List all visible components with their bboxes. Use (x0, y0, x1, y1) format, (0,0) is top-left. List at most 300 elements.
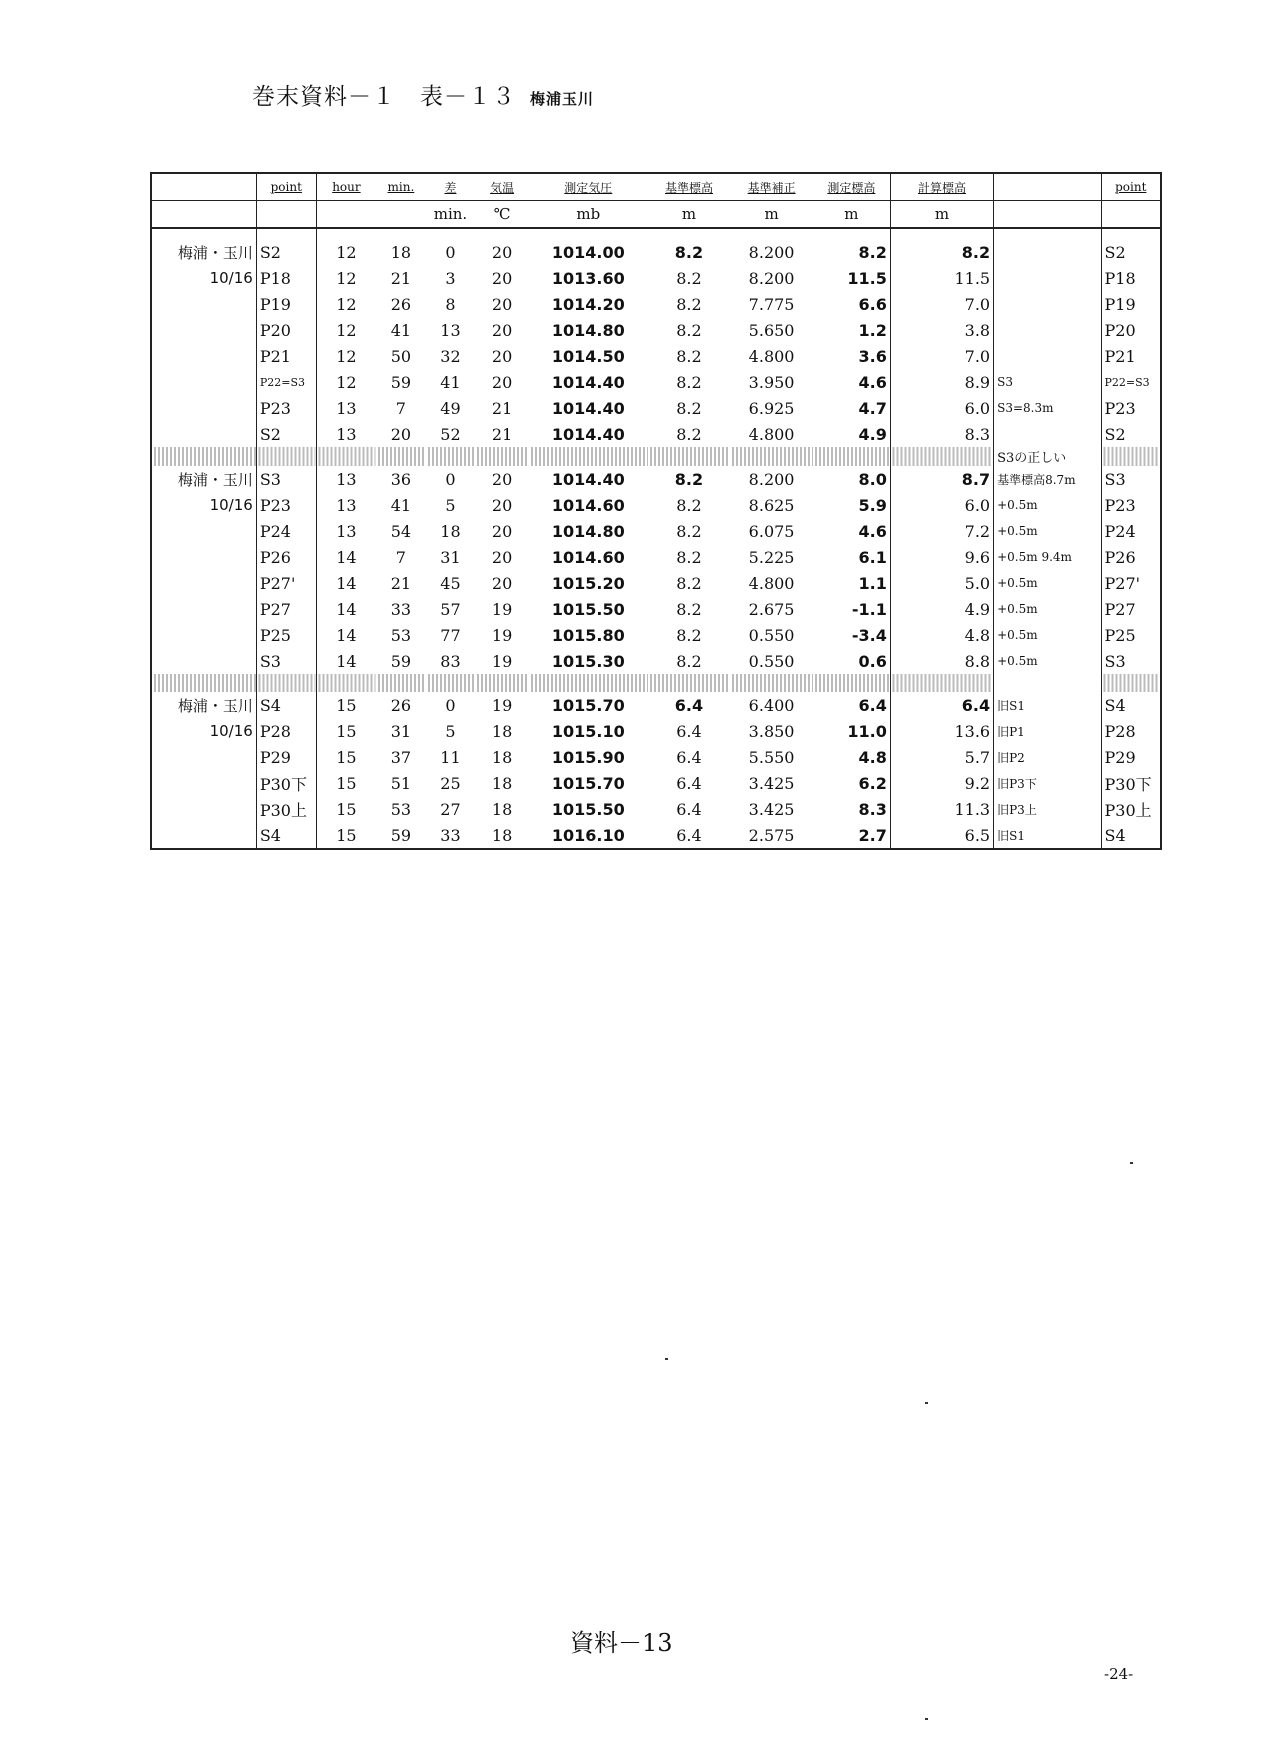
location-cell (151, 596, 256, 622)
minute-cell: 36 (390, 469, 412, 489)
point-right-cell: P22=S3 (1101, 369, 1161, 395)
temp-cell: 18 (475, 822, 529, 849)
location-cell (151, 317, 256, 343)
hour-cell: 14 (316, 596, 376, 622)
point-cell: P20 (256, 317, 316, 343)
pressure-cell: 1015.50 (551, 799, 625, 819)
table-row (151, 317, 1161, 343)
meas-elev-cell: -3.4 (813, 622, 890, 648)
divider-cell (1101, 447, 1161, 466)
point-right-cell: S2 (1101, 421, 1161, 447)
meas-elev-cell: 3.6 (813, 343, 890, 369)
minute-cell: 18 (390, 242, 412, 262)
point-cell: P27 (256, 596, 316, 622)
table-row (151, 796, 1161, 822)
ref-elev-cell: 8.2 (676, 599, 702, 619)
minute-cell: 53 (390, 799, 412, 819)
spacer-cell (316, 228, 376, 239)
diff-cell: 3 (445, 268, 456, 288)
temp-cell: 20 (491, 346, 513, 366)
point-cell: P23 (256, 395, 316, 421)
hour-cell: 12 (316, 265, 376, 291)
diff-cell: 77 (440, 625, 461, 645)
point-cell: P27' (256, 570, 316, 596)
table-row (151, 596, 1161, 622)
ref-corr-cell: 8.200 (748, 268, 795, 288)
hour-cell: 14 (316, 544, 376, 570)
table-row (151, 770, 1161, 796)
hour-cell: 13 (316, 421, 376, 447)
ref-elev-cell: 6.4 (676, 721, 702, 741)
location-cell (151, 343, 256, 369)
pressure-cell: 1014.20 (551, 294, 625, 314)
minute-cell: 37 (390, 747, 412, 767)
ref-corr-cell: 3.425 (748, 799, 795, 819)
temp-cell: 20 (491, 547, 513, 567)
header-cell (1101, 201, 1161, 229)
hour-cell: 12 (316, 317, 376, 343)
header-cell (376, 173, 426, 201)
header-label: m (934, 205, 950, 223)
calc-elev-cell: 4.8 (890, 622, 993, 648)
ref-corr-cell: 5.650 (748, 320, 795, 340)
divider-cell (648, 674, 731, 692)
pressure-cell: 1014.00 (551, 242, 625, 262)
spacer-cell (529, 228, 648, 239)
location-name: 梅浦・玉川 (177, 470, 253, 489)
note-cell: 旧P1 (994, 718, 1101, 744)
header-cell (426, 173, 476, 201)
note-cell (994, 343, 1101, 369)
hour-cell: 15 (316, 796, 376, 822)
calc-elev-cell: 6.0 (890, 395, 993, 421)
header-label: 差 (444, 180, 457, 195)
location-cell (151, 265, 256, 291)
ref-corr-cell: 3.850 (748, 721, 795, 741)
survey-date: 10/16 (209, 722, 253, 740)
location-cell (151, 466, 256, 492)
page-number: -24- (1104, 1665, 1134, 1683)
calc-elev-cell: 5.0 (890, 570, 993, 596)
ref-corr-cell: 4.800 (748, 573, 795, 593)
header-label: m (844, 205, 859, 223)
point-right-cell: P25 (1101, 622, 1161, 648)
point-cell: S2 (256, 421, 316, 447)
pressure-cell: 1015.50 (551, 599, 625, 619)
ref-corr-cell: 3.425 (748, 773, 795, 793)
diff-cell: 0 (445, 695, 456, 715)
location-cell (151, 421, 256, 447)
temp-cell: 18 (491, 799, 513, 819)
temp-cell: 21 (491, 398, 513, 418)
calc-elev-cell: 8.2 (890, 239, 993, 265)
ref-corr-cell: 6.925 (748, 398, 795, 418)
table-row (151, 518, 1161, 544)
point-right-cell: S2 (1101, 239, 1161, 265)
table-row (151, 421, 1161, 447)
hour-cell: 15 (316, 692, 376, 718)
diff-cell: 25 (440, 773, 461, 793)
spacer-cell (648, 228, 731, 239)
pressure-cell: 1014.80 (551, 320, 625, 340)
meas-elev-cell: 4.7 (813, 395, 890, 421)
calc-elev-cell: 11.3 (890, 796, 993, 822)
spacer-cell (376, 228, 426, 239)
diff-cell: 41 (440, 372, 461, 392)
location-cell (151, 770, 256, 796)
point-right-cell: P23 (1101, 395, 1161, 421)
divider-cell (890, 447, 993, 466)
ref-corr-cell: 0.550 (748, 651, 795, 671)
ref-corr-cell: 3.950 (748, 372, 795, 392)
calc-elev-cell: 6.5 (890, 822, 993, 849)
ref-elev-cell: 6.4 (676, 747, 702, 767)
divider-cell (475, 447, 529, 466)
spacer-cell (426, 228, 476, 239)
temp-cell: 20 (491, 294, 513, 314)
temp-cell: 19 (491, 599, 513, 619)
ref-elev-cell: 8.2 (676, 268, 702, 288)
diff-cell: 57 (440, 599, 461, 619)
temp-cell: 20 (491, 521, 513, 541)
ref-elev-cell: 8.2 (676, 573, 702, 593)
minute-cell: 7 (395, 398, 406, 418)
point-right-cell: P21 (1101, 343, 1161, 369)
calc-elev-cell: 13.6 (890, 718, 993, 744)
meas-elev-cell: 0.6 (813, 648, 890, 674)
minute-cell: 41 (390, 495, 412, 515)
ref-corr-cell: 4.800 (748, 424, 795, 444)
location-cell (151, 518, 256, 544)
title-subtitle: 梅浦玉川 (530, 90, 595, 108)
divider-cell (376, 674, 426, 692)
ref-elev-cell: 8.2 (676, 651, 702, 671)
table-row (151, 718, 1161, 744)
header-row (151, 173, 1161, 201)
point-cell: P30上 (256, 796, 316, 822)
point-right-cell: S4 (1101, 692, 1161, 718)
header-cell (529, 201, 648, 229)
spacer-cell (730, 228, 813, 239)
ref-elev-cell: 8.2 (676, 398, 702, 418)
table-row (151, 239, 1161, 265)
header-label: 基準補正 (747, 180, 796, 195)
location-cell (151, 395, 256, 421)
calc-elev-cell: 8.7 (890, 466, 993, 492)
header-label: min. (433, 205, 468, 223)
diff-cell: 31 (440, 547, 461, 567)
meas-elev-cell: 6.2 (813, 770, 890, 796)
location-cell (151, 239, 256, 265)
minute-cell: 26 (390, 695, 412, 715)
hour-cell: 12 (316, 343, 376, 369)
calc-elev-cell: 9.6 (890, 544, 993, 570)
location-cell (151, 744, 256, 770)
ref-elev-cell: 6.4 (648, 822, 731, 849)
header-label: m (681, 205, 697, 223)
point-right-cell: P26 (1101, 544, 1161, 570)
meas-elev-cell: 4.8 (813, 744, 890, 770)
ref-elev-cell: 8.2 (676, 346, 702, 366)
ref-elev-cell: 8.2 (674, 469, 704, 489)
survey-date: 10/16 (209, 269, 253, 287)
header-cell (376, 201, 426, 229)
note-cell: +0.5m (994, 492, 1101, 518)
ref-corr-cell: 2.575 (730, 822, 813, 849)
note-cell: 旧S1 (994, 692, 1101, 718)
pressure-cell: 1015.70 (551, 773, 625, 793)
header-label: min. (387, 180, 415, 194)
ref-corr-cell: 8.200 (748, 242, 795, 262)
point-cell: P28 (256, 718, 316, 744)
table-row (151, 291, 1161, 317)
divider-cell (256, 447, 316, 466)
divider-cell (256, 674, 316, 692)
table-row (151, 343, 1161, 369)
location-cell (151, 544, 256, 570)
pressure-cell: 1014.60 (551, 495, 625, 515)
location-cell (151, 692, 256, 718)
temp-cell: 18 (491, 747, 513, 767)
table-row (151, 466, 1161, 492)
pressure-cell: 1015.10 (551, 721, 625, 741)
header-label: 測定気圧 (564, 180, 613, 195)
pressure-cell: 1015.90 (551, 747, 625, 767)
spacer-cell (151, 228, 256, 239)
location-cell (151, 622, 256, 648)
header-cell (994, 201, 1101, 229)
ref-elev-cell: 8.2 (676, 625, 702, 645)
table-row (151, 395, 1161, 421)
point-right-cell: S3 (1101, 466, 1161, 492)
meas-elev-cell: 11.0 (813, 718, 890, 744)
ref-elev-cell: 8.2 (676, 320, 702, 340)
ref-elev-cell: 6.4 (674, 695, 704, 715)
divider-cell (890, 674, 993, 692)
divider-cell (994, 674, 1101, 692)
header-cell (256, 173, 316, 201)
location-name: 梅浦・玉川 (177, 696, 253, 715)
scan-speck (925, 1718, 928, 1720)
ref-elev-cell: 8.2 (676, 495, 702, 515)
temp-cell: 20 (491, 320, 513, 340)
minute-cell: 7 (395, 547, 406, 567)
note-cell: +0.5m 9.4m (994, 544, 1101, 570)
hour-cell: 14 (316, 622, 376, 648)
location-cell (151, 648, 256, 674)
header-cell (316, 201, 376, 229)
point-cell: P21 (256, 343, 316, 369)
divider-cell (813, 674, 890, 692)
scan-speck (925, 1402, 928, 1404)
header-cell (475, 201, 529, 229)
table-row (151, 369, 1161, 395)
temp-cell: 20 (491, 495, 513, 515)
meas-elev-cell: 8.0 (813, 466, 890, 492)
header-row (151, 201, 1161, 229)
calc-elev-cell: 3.8 (890, 317, 993, 343)
point-cell: S3 (256, 648, 316, 674)
diff-cell: 8 (445, 294, 456, 314)
divider-cell (151, 674, 256, 692)
note-cell: S3=8.3m (994, 395, 1101, 421)
header-cell (256, 201, 316, 229)
header-label: m (764, 205, 779, 223)
point-cell: S4 (256, 822, 316, 849)
minute-cell: 31 (390, 721, 412, 741)
ref-elev-cell: 8.2 (676, 372, 702, 392)
calc-elev-cell: 9.2 (890, 770, 993, 796)
temp-cell: 19 (491, 625, 513, 645)
calc-elev-cell: 6.4 (890, 692, 993, 718)
ref-corr-cell: 6.400 (748, 695, 795, 715)
note-cell: +0.5m (994, 596, 1101, 622)
table-row (151, 692, 1161, 718)
diff-cell: 52 (440, 424, 461, 444)
table-body (151, 173, 1161, 849)
divider-cell (1101, 674, 1161, 692)
meas-elev-cell: 4.6 (813, 369, 890, 395)
table-row (151, 492, 1161, 518)
hour-cell: 12 (316, 239, 376, 265)
footer-label: 資料－13 (570, 1629, 673, 1657)
meas-elev-cell: 1.2 (813, 317, 890, 343)
point-right-cell: P30下 (1101, 770, 1161, 796)
ref-elev-cell: 8.2 (676, 424, 702, 444)
header-cell (994, 173, 1101, 201)
point-cell: P25 (256, 622, 316, 648)
ref-corr-cell: 8.200 (748, 469, 795, 489)
meas-elev-cell: 11.5 (813, 265, 890, 291)
point-cell: P24 (256, 518, 316, 544)
note-cell: 旧P3上 (994, 796, 1101, 822)
diff-cell: 45 (440, 573, 461, 593)
pressure-cell: 1014.40 (551, 398, 625, 418)
header-label: 測定標高 (827, 180, 876, 195)
diff-cell: 18 (440, 521, 461, 541)
note-cell (994, 239, 1101, 265)
header-label: point (1115, 180, 1147, 194)
note-cell: +0.5m (994, 622, 1101, 648)
header-cell (316, 173, 376, 201)
temp-cell: 18 (491, 721, 513, 741)
divider-cell (151, 447, 256, 466)
point-cell: S4 (256, 692, 316, 718)
hour-cell: 15 (316, 770, 376, 796)
header-cell (813, 201, 890, 229)
minute-cell: 54 (390, 521, 412, 541)
point-cell: P23 (256, 492, 316, 518)
hour-cell: 12 (316, 369, 376, 395)
divider-cell (648, 447, 731, 466)
minute-cell: 20 (390, 424, 412, 444)
calc-elev-cell: 7.0 (890, 291, 993, 317)
temp-cell: 20 (491, 242, 513, 262)
hour-cell: 15 (316, 718, 376, 744)
note-cell: +0.5m (994, 518, 1101, 544)
temp-cell: 20 (491, 469, 513, 489)
header-cell (1101, 173, 1161, 201)
spacer-cell (1101, 228, 1161, 239)
temp-cell: 19 (491, 695, 513, 715)
note-cell: +0.5m (994, 648, 1101, 674)
minute-cell: 59 (390, 372, 412, 392)
point-right-cell: S3 (1101, 648, 1161, 674)
minute-cell: 41 (390, 320, 412, 340)
ref-elev-cell: 8.2 (674, 242, 704, 262)
location-cell (151, 369, 256, 395)
hour-cell: 13 (316, 466, 376, 492)
note-cell (994, 317, 1101, 343)
divider-row (151, 447, 1161, 466)
header-cell (151, 173, 256, 201)
ref-corr-cell: 5.550 (748, 747, 795, 767)
diff-cell: 0 (445, 469, 456, 489)
ref-corr-cell: 6.075 (748, 521, 795, 541)
location-cell (151, 570, 256, 596)
header-cell (475, 173, 529, 201)
minute-cell: 59 (376, 822, 426, 849)
temp-cell: 20 (491, 372, 513, 392)
hour-cell: 14 (316, 570, 376, 596)
minute-cell: 21 (390, 573, 412, 593)
point-right-cell: P20 (1101, 317, 1161, 343)
header-label: 基準標高 (664, 180, 713, 195)
ref-elev-cell: 6.4 (676, 773, 702, 793)
diff-cell: 11 (440, 747, 461, 767)
spacer-cell (813, 228, 890, 239)
point-cell: S3 (256, 466, 316, 492)
header-cell (648, 201, 731, 229)
divider-cell (376, 447, 426, 466)
divider-cell (529, 447, 648, 466)
meas-elev-cell: 8.3 (813, 796, 890, 822)
temp-cell: 20 (491, 268, 513, 288)
note-cell: S3 (994, 369, 1101, 395)
ref-corr-cell: 5.225 (748, 547, 795, 567)
pressure-cell: 1015.70 (551, 695, 625, 715)
point-right-cell: P18 (1101, 265, 1161, 291)
diff-cell: 5 (445, 495, 456, 515)
table-row (151, 744, 1161, 770)
diff-cell: 49 (440, 398, 461, 418)
point-right-cell: S4 (1101, 822, 1161, 849)
point-cell: S2 (256, 239, 316, 265)
point-right-cell: P29 (1101, 744, 1161, 770)
hour-cell: 15 (316, 822, 376, 849)
spacer-cell (994, 228, 1101, 239)
pressure-cell: 1015.80 (551, 625, 625, 645)
meas-elev-cell: 2.7 (813, 822, 890, 849)
meas-elev-cell: 6.1 (813, 544, 890, 570)
point-right-cell: P24 (1101, 518, 1161, 544)
divider-cell (730, 674, 813, 692)
location-cell (151, 718, 256, 744)
minute-cell: 50 (390, 346, 412, 366)
note-cell: 基準標高8.7m (994, 466, 1101, 492)
note-cell: 旧S1 (994, 822, 1101, 849)
pressure-cell: 1014.60 (551, 547, 625, 567)
point-cell: P22=S3 (256, 369, 316, 395)
divider-cell (475, 674, 529, 692)
point-right-cell: P27 (1101, 596, 1161, 622)
meas-elev-cell: 5.9 (813, 492, 890, 518)
diff-cell: 27 (440, 799, 461, 819)
note-cell: 旧P3下 (994, 770, 1101, 796)
pressure-cell: 1014.40 (551, 372, 625, 392)
header-cell (813, 173, 890, 201)
title-text: 巻末資料－１ 表－１３ (252, 84, 516, 110)
